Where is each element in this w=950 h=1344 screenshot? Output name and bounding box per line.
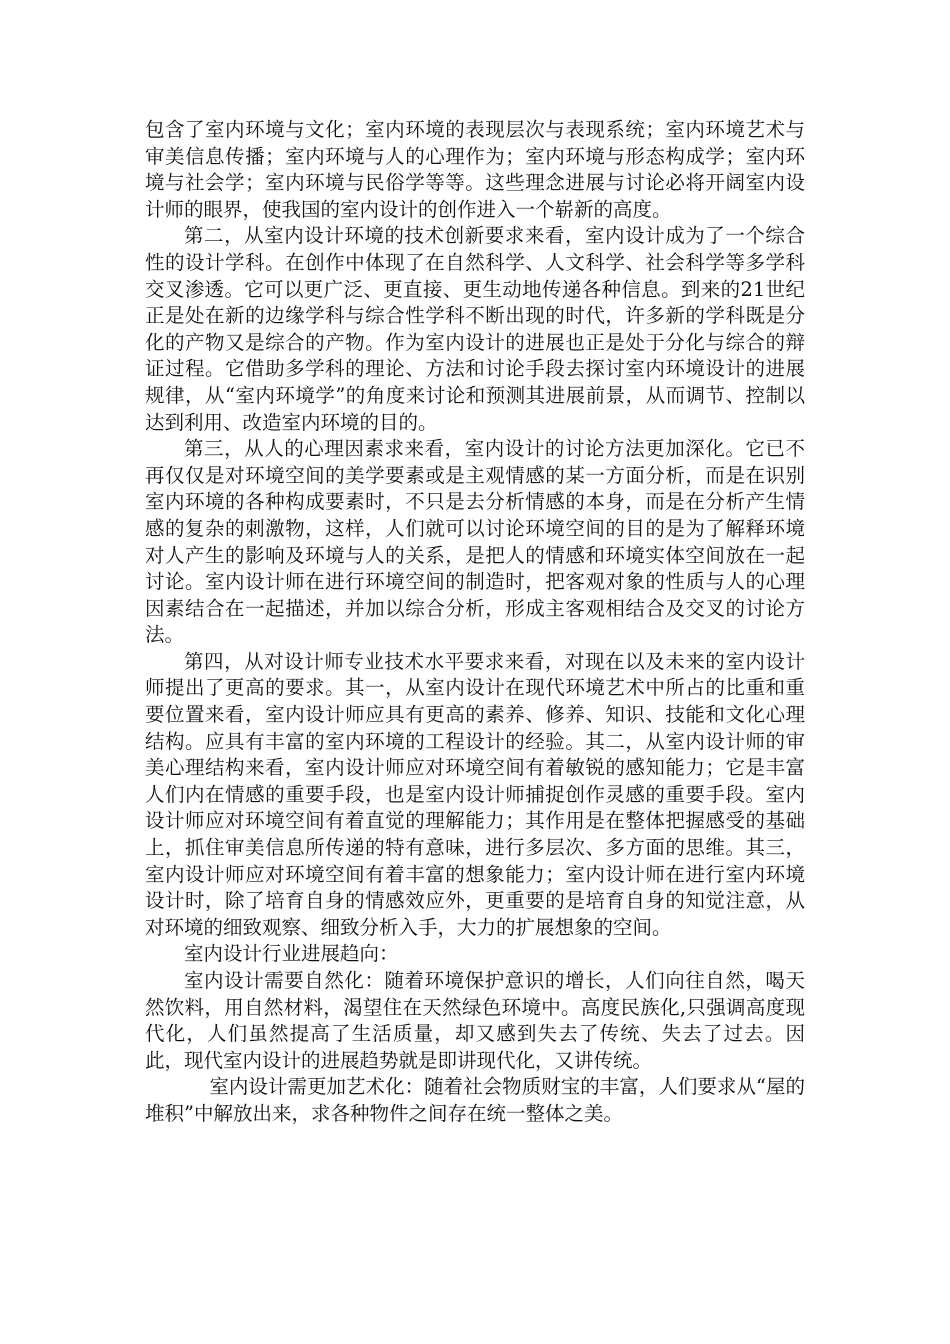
paragraph-artistic: 室内设计需更加艺术化：随着社会物质财宝的丰富，人们要求从“屋的堆积”中解放出来，求各种物件之间存在统一整体之美。 — [145, 1075, 805, 1125]
paragraph-culture-continuation: 包含了室内环境与文化；室内环境的表现层次与表现系统；室内环境艺术与审美信息传播；室内环境与人的心理作为；室内环境与形态构成学；室内环境与社会学；室内环境与民俗学等等。这些理念进展与讨论必将开阔室内设计师的眼界，使我国的室内设计的创作进入一个崭新的高度。 — [145, 118, 805, 221]
paragraph-fourth-point: 第四，从对设计师专业技术水平要求来看，对现在以及未来的室内设计师提出了更高的要求。其一，从室内设计在现代环境艺术中所占的比重和重要位置来看，室内设计师应具有更高的素养、修养、知识、技能和文化心理结构。应具有丰富的室内环境的工程设计的经验。其二，从室内设计师的审美心理结构来看，室内设计师应对环境空间有着敏锐的感知能力；它是丰富人们内在情感的重要手段，也是室内设计师捕捉创作灵感的重要手段。室内设计师应对环境空间有着直觉的理解能力；其作用是在整体把握感受的基础上，抓住审美信息所传递的特有意味，进行多层次、多方面的思维。其三，室内设计师应对环境空间有着丰富的想象能力；室内设计师在进行室内环境设计时，除了培育自身的情感效应外，更重要的是培育自身的知觉注意，从对环境的细致观察、细致分析入手，大力的扩展想象的空间。 — [145, 649, 805, 939]
section-heading-trends: 室内设计行业进展趋向： — [184, 942, 399, 966]
paragraph-second-point: 第二，从室内设计环境的技术创新要求来看，室内设计成为了一个综合性的设计学科。在创作中体现了在自然科学、人文科学、社会科学等多学科交叉渗透。它可以更广泛、更直接、更生动地传递各种信息。到来的21世纪正是处在新的边缘学科与综合性学科不断出现的时代，许多新的学科既是分化的产物又是综合的产物。作为室内设计的进展也正是处于分化与综合的辩证过程。它借助多学科的理论、方法和讨论手段去探讨室内环境设计的进展规律，从“室内环境学”的角度来讨论和预测其进展前景，从而调节、控制以达到利用、改造室内环境的目的。 — [145, 224, 805, 434]
document-page — [145, 117, 805, 1128]
paragraph-naturalization: 室内设计需要自然化：随着环境保护意识的增长，人们向往自然，喝天然饮料，用自然材料，渴望住在天然绿色环境中。高度民族化,只强调高度现代化，人们虽然提高了生活质量，却又感到失去了传统、失去了过去。因此，现代室内设计的进展趋势就是即讲现代化，又讲传统。 — [145, 969, 805, 1072]
paragraph-third-point: 第三，从人的心理因素求来看，室内设计的讨论方法更加深化。它已不再仅仅是对环境空间的美学要素或是主观情感的某一方面分析，而是在识别室内环境的各种构成要素时，不只是去分析情感的本身，而是在分析产生情感的复杂的刺激物，这样，人们就可以讨论环境空间的目的是为了解释环境对人产生的影响及环境与人的关系，是把人的情感和环境实体空间放在一起讨论。室内设计师在进行环境空间的制造时，把客观对象的性质与人的心理因素结合在一起描述，并加以综合分析，形成主客观相结合及交叉的讨论方法。 — [145, 437, 805, 647]
